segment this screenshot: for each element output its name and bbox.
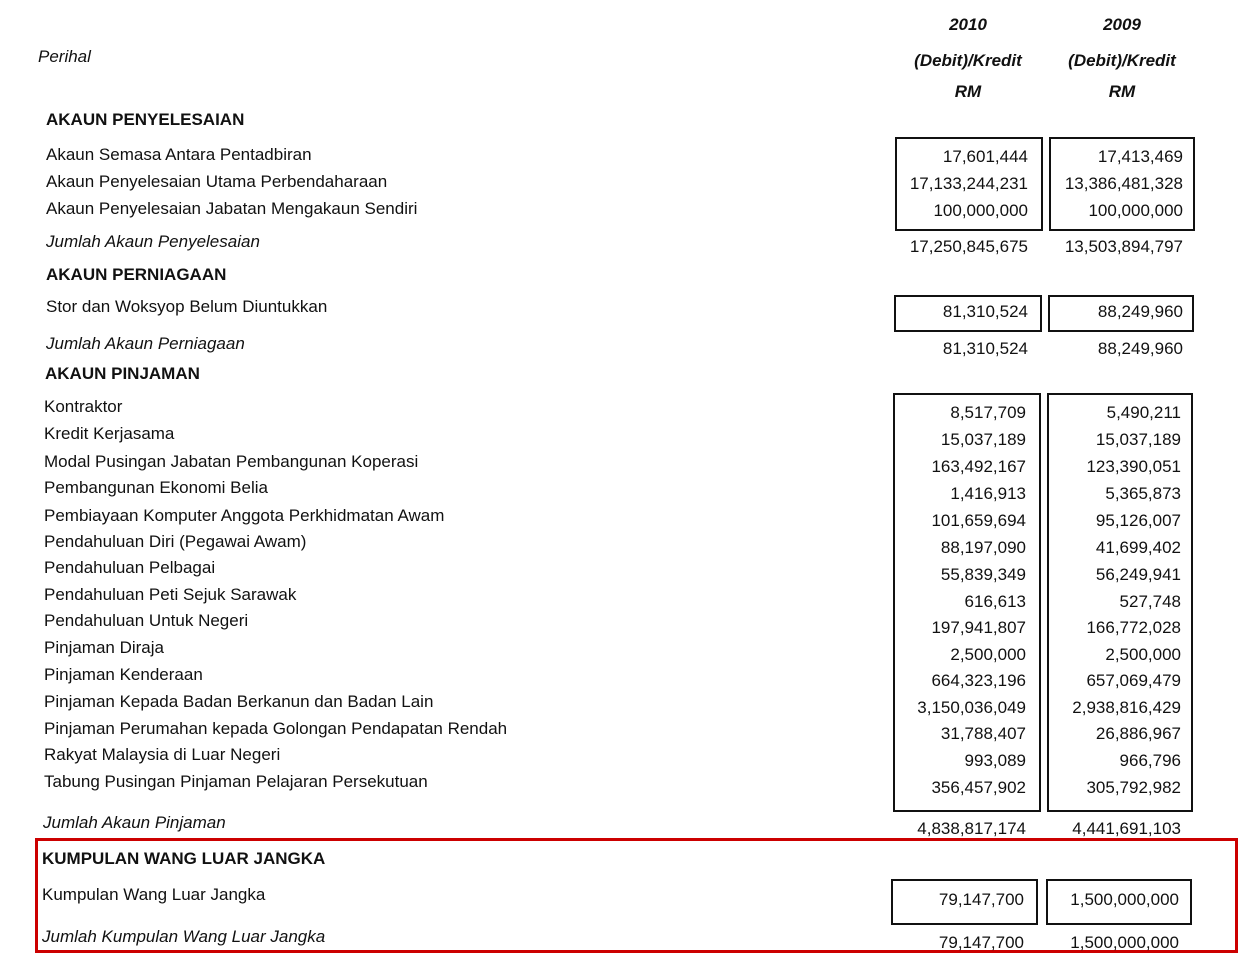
row-label: Pinjaman Kenderaan xyxy=(44,665,203,684)
row-label: Kontraktor xyxy=(44,397,123,416)
debit-kredit-2009-header: (Debit)/Kredit xyxy=(1068,51,1176,70)
column-header-perihal: Perihal xyxy=(38,47,91,66)
total-label: Jumlah Akaun Pinjaman xyxy=(43,813,226,832)
row-value-2010: 2,500,000 xyxy=(950,645,1026,664)
row-value-2009: 15,037,189 xyxy=(1095,430,1181,449)
total-value-2010: 79,147,700 xyxy=(938,933,1024,952)
total-value-2010: 17,250,845,675 xyxy=(909,237,1028,256)
row-value-2010: 163,492,167 xyxy=(931,457,1026,476)
total-value-2010: 4,838,817,174 xyxy=(917,819,1026,838)
total-value-2010: 81,310,524 xyxy=(942,339,1028,358)
row-value-2010: 88,197,090 xyxy=(940,538,1026,557)
row-label: Pendahuluan Untuk Negeri xyxy=(44,611,249,630)
row-value-2009: 966,796 xyxy=(1119,751,1181,770)
row-value-2010: 616,613 xyxy=(964,592,1026,611)
row-value-2010: 101,659,694 xyxy=(931,511,1026,530)
total-label-cutoff xyxy=(42,927,542,946)
row-value-2009: 26,886,967 xyxy=(1095,724,1181,743)
row-value-2010: 100,000,000 xyxy=(933,201,1028,220)
section-title: AKAUN PENYELESAIAN xyxy=(46,110,245,129)
row-label: Pendahuluan Diri (Pegawai Awam) xyxy=(44,532,307,551)
row-label: Pinjaman Diraja xyxy=(44,638,164,657)
total-value-2010-cutoff xyxy=(876,933,1024,952)
row-value-2010: 1,416,913 xyxy=(950,484,1026,503)
total-label: Jumlah Kumpulan Wang Luar Jangka xyxy=(42,927,326,946)
row-value-2009: 2,938,816,429 xyxy=(1072,698,1181,717)
row-value-2009: 56,249,941 xyxy=(1095,565,1181,584)
row-value-2009: 100,000,000 xyxy=(1088,201,1183,220)
total-value-2009-cutoff xyxy=(1031,933,1179,952)
row-label: Stor dan Woksyop Belum Diuntukkan xyxy=(46,297,328,316)
row-label: Pembangunan Ekonomi Belia xyxy=(44,478,268,497)
row-label: Pendahuluan Pelbagai xyxy=(44,558,216,577)
row-value-2009: 5,365,873 xyxy=(1105,484,1181,503)
row-value-2010: 356,457,902 xyxy=(931,778,1026,797)
row-label: Tabung Pusingan Pinjaman Pelajaran Persekutuan xyxy=(44,772,428,791)
row-value-2010: 993,089 xyxy=(964,751,1026,770)
row-label: Modal Pusingan Jabatan Pembangunan Koperasi xyxy=(44,452,419,471)
row-value-2010: 31,788,407 xyxy=(940,724,1026,743)
section-title: KUMPULAN WANG LUAR JANGKA xyxy=(42,849,326,868)
row-value-2009: 657,069,479 xyxy=(1086,671,1181,690)
row-label: Akaun Penyelesaian Jabatan Mengakaun Sendiri xyxy=(46,199,418,218)
row-value-2010: 664,323,196 xyxy=(931,671,1026,690)
section-title: AKAUN PINJAMAN xyxy=(45,364,200,383)
row-value-2009: 305,792,982 xyxy=(1086,778,1181,797)
total-value-2009: 4,441,691,103 xyxy=(1072,819,1181,838)
row-value-2010: 197,941,807 xyxy=(931,618,1026,637)
row-value-2010: 55,839,349 xyxy=(940,565,1026,584)
row-value-2010: 17,601,444 xyxy=(942,147,1028,166)
total-value-2009: 1,500,000,000 xyxy=(1070,933,1179,952)
row-value-2009: 2,500,000 xyxy=(1105,645,1181,664)
unit-2009-header: RM xyxy=(1108,82,1136,101)
total-value-2009: 88,249,960 xyxy=(1097,339,1183,358)
debit-kredit-2010-header: (Debit)/Kredit xyxy=(914,51,1022,70)
total-label: Jumlah Akaun Penyelesaian xyxy=(46,232,260,251)
row-label: Akaun Penyelesaian Utama Perbendaharaan xyxy=(46,172,388,191)
total-label: Jumlah Akaun Perniagaan xyxy=(46,334,245,353)
row-value-2010: 17,133,244,231 xyxy=(909,174,1028,193)
row-value-2009: 5,490,211 xyxy=(1106,403,1181,422)
row-label: Pinjaman Perumahan kepada Golongan Pendapatan Rendah xyxy=(44,719,508,738)
year-2009-header: 2009 xyxy=(1103,15,1141,34)
total-value-2009: 13,503,894,797 xyxy=(1064,237,1183,256)
row-label: Kumpulan Wang Luar Jangka xyxy=(42,885,266,904)
row-label: Pinjaman Kepada Badan Berkanun dan Badan Lain xyxy=(44,692,434,711)
row-value-2009: 123,390,051 xyxy=(1086,457,1181,476)
row-value-2009: 88,249,960 xyxy=(1097,302,1183,321)
row-label: Pembiayaan Komputer Anggota Perkhidmatan Awam xyxy=(44,506,445,525)
row-value-2010: 15,037,189 xyxy=(940,430,1026,449)
row-value-2010: 81,310,524 xyxy=(942,302,1028,321)
row-value-2010: 79,147,700 xyxy=(938,890,1024,909)
row-value-2009: 166,772,028 xyxy=(1086,618,1181,637)
row-label: Rakyat Malaysia di Luar Negeri xyxy=(44,745,281,764)
row-value-2009: 41,699,402 xyxy=(1095,538,1181,557)
unit-2010-header: RM xyxy=(954,82,982,101)
row-value-2009: 95,126,007 xyxy=(1095,511,1181,530)
row-value-2010: 3,150,036,049 xyxy=(917,698,1026,717)
row-value-2009: 17,413,469 xyxy=(1097,147,1183,166)
row-label: Pendahuluan Peti Sejuk Sarawak xyxy=(44,585,297,604)
year-2010-header: 2010 xyxy=(949,15,987,34)
row-value-2010: 8,517,709 xyxy=(950,403,1026,422)
row-label: Kredit Kerjasama xyxy=(44,424,175,443)
row-value-2009: 527,748 xyxy=(1119,592,1181,611)
row-value-2009: 13,386,481,328 xyxy=(1064,174,1183,193)
row-value-2009: 1,500,000,000 xyxy=(1070,890,1179,909)
section-title: AKAUN PERNIAGAAN xyxy=(46,265,227,284)
row-label: Akaun Semasa Antara Pentadbiran xyxy=(46,145,312,164)
